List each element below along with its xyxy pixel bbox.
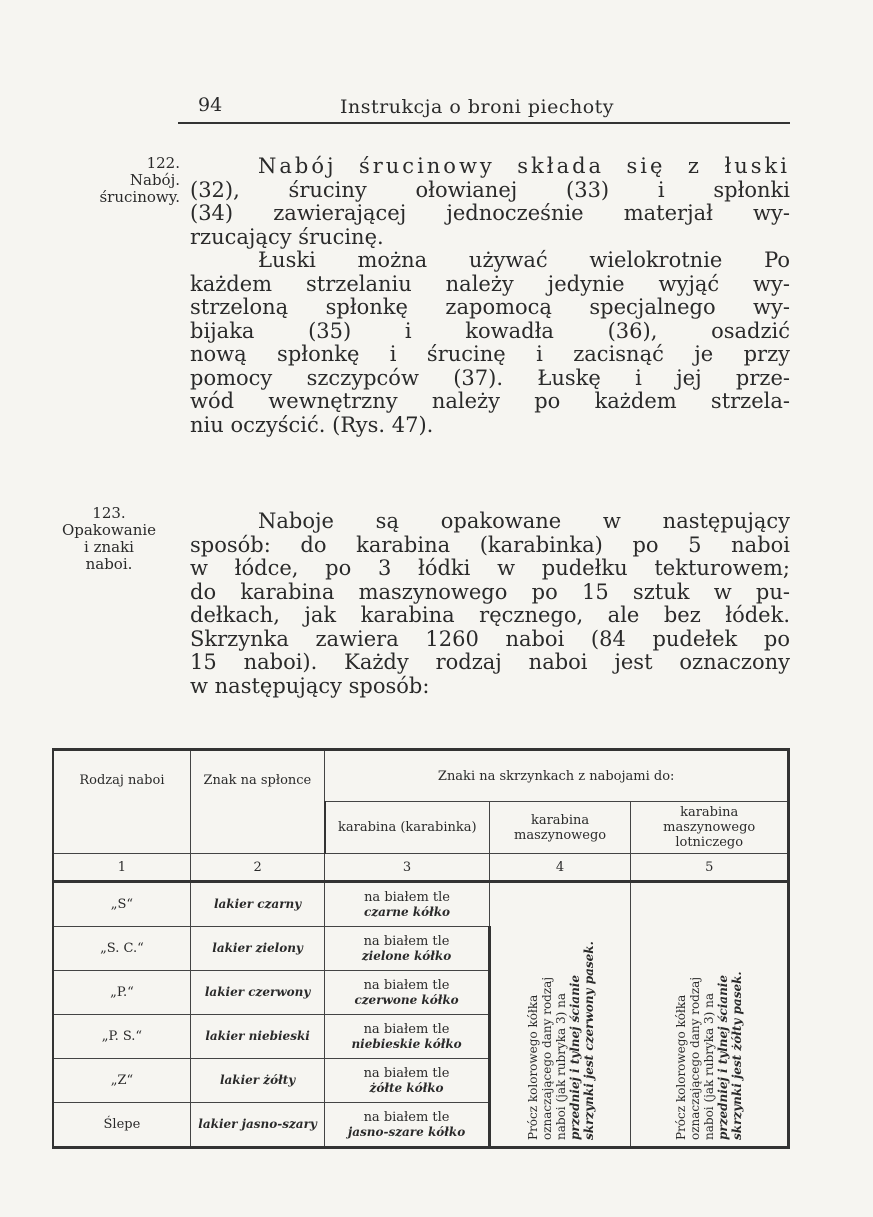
cell-col3 bbox=[325, 882, 489, 927]
margin-label: Nabój. bbox=[129, 171, 180, 189]
section-123-text bbox=[190, 510, 790, 698]
text-line: Nabój śrucinowy składa się z łuski bbox=[258, 154, 790, 178]
text-line: 15 naboi). Każdy rodzaj naboi jest oznaczony bbox=[190, 650, 790, 674]
cell-col3 bbox=[325, 971, 489, 1015]
header-znaki-group: Znaki na skrzynkach z nabojami do: bbox=[325, 750, 789, 802]
cell-text: na białem tle bbox=[363, 1109, 450, 1125]
text-line: Skrzynka zawiera 1260 naboi (84 pudełek po bbox=[190, 626, 790, 651]
cell-znak: lakier żółty bbox=[190, 1059, 325, 1103]
table-row bbox=[53, 882, 789, 927]
cell-col3 bbox=[325, 1059, 489, 1103]
cell-text: zielone kółko bbox=[361, 948, 452, 963]
note-line: przedniej i tylnej ścianie bbox=[716, 974, 731, 1140]
cell-text: na białem tle bbox=[363, 1021, 450, 1037]
text-line: rzucający śrucinę. bbox=[190, 224, 384, 249]
text-line: (32), śruciny ołowianej (33) i spłonki bbox=[190, 177, 790, 202]
note-line: oznaczającego dany rodzaj bbox=[688, 976, 703, 1140]
text-line: Łuski można używać wielokrotnie Po bbox=[258, 248, 790, 272]
margin-note-123 bbox=[50, 505, 168, 573]
text-line: do karabina maszynowego po 15 sztuk w pu- bbox=[190, 579, 790, 604]
ammunition-markings-table bbox=[52, 748, 790, 1149]
note-line: Prócz kolorowego kółka bbox=[525, 994, 540, 1140]
cell-text: na białem tle bbox=[363, 977, 450, 993]
cell-rodzaj: Ślepe bbox=[53, 1103, 190, 1148]
text-line: niu oczyścić. (Rys. 47). bbox=[190, 412, 434, 437]
text-line: każdem strzelaniu należy jedynie wyjąć wy- bbox=[190, 271, 790, 296]
cell-col5-note bbox=[631, 882, 789, 1148]
cell-text: czerwone kółko bbox=[354, 992, 459, 1007]
note-line: przedniej i tylnej ścianie bbox=[567, 974, 582, 1140]
cell-col3 bbox=[325, 1103, 489, 1148]
note-line: Prócz kolorowego kółka bbox=[674, 994, 689, 1140]
page-number: 94 bbox=[198, 94, 223, 116]
text-line: sposób: do karabina (karabinka) po 5 naboi bbox=[190, 532, 790, 557]
cell-text: jasno-szare kółko bbox=[347, 1124, 466, 1139]
col-number: 2 bbox=[190, 854, 325, 882]
cell-text: czarne kółko bbox=[364, 904, 451, 919]
text-line: (34) zawierającej jednocześnie materjał wy- bbox=[190, 201, 790, 225]
cell-rodzaj: „S. C.“ bbox=[53, 927, 190, 971]
cell-col3 bbox=[325, 1015, 489, 1059]
running-title: Instrukcja o broni piechoty bbox=[340, 96, 615, 118]
header-znak: Znak na spłonce bbox=[190, 750, 325, 854]
col-number: 4 bbox=[489, 854, 631, 882]
cell-znak: lakier jasno-szary bbox=[190, 1103, 325, 1148]
section-122-text bbox=[190, 155, 790, 437]
text-line: strzeloną spłonkę zapomocą specjalnego wy- bbox=[190, 295, 790, 319]
note-line: oznaczającego dany rodzaj bbox=[539, 976, 554, 1140]
cell-col3 bbox=[325, 927, 489, 971]
text-line: w łódce, po 3 łódki w pudełku tekturowem; bbox=[190, 556, 790, 580]
cell-text: na białem tle bbox=[363, 1065, 450, 1081]
text-line: nową spłonkę i śrucinę i zacisnąć je przy bbox=[190, 342, 790, 366]
section-number: 122. bbox=[146, 154, 180, 172]
cell-znak: lakier zielony bbox=[190, 927, 325, 971]
text-line: dełkach, jak karabina ręcznego, ale bez łódek. bbox=[190, 603, 790, 627]
cell-znak: lakier czerwony bbox=[190, 971, 325, 1015]
cell-text: żółte kółko bbox=[369, 1080, 444, 1095]
note-line: naboi (jak rubryka 3) na bbox=[553, 992, 568, 1140]
cell-col4-note bbox=[489, 882, 631, 1148]
margin-label: naboi. bbox=[85, 555, 133, 573]
section-number: 123. bbox=[92, 504, 126, 522]
text-line: Naboje są opakowane w następujący bbox=[258, 509, 790, 533]
cell-znak: lakier niebieski bbox=[190, 1015, 325, 1059]
cell-rodzaj: „Z“ bbox=[53, 1059, 190, 1103]
header-col3: karabina (karabinka) bbox=[325, 802, 489, 854]
cell-rodzaj: „P. S.“ bbox=[53, 1015, 190, 1059]
col-number: 5 bbox=[631, 854, 789, 882]
margin-label: Opakowanie bbox=[61, 521, 157, 539]
margin-label: śrucinowy. bbox=[99, 188, 180, 206]
cell-rodzaj: „S“ bbox=[53, 882, 190, 927]
cell-text: niebieskie kółko bbox=[351, 1036, 462, 1051]
cell-rodzaj: „P.“ bbox=[53, 971, 190, 1015]
header-col5: karabina maszynowego lotniczego bbox=[631, 802, 789, 854]
text-line: w następujący sposób: bbox=[190, 673, 430, 698]
cell-text: na białem tle bbox=[364, 889, 450, 905]
note-line: skrzynki jest czerwony pasek. bbox=[581, 940, 596, 1140]
header-rule bbox=[178, 122, 790, 124]
header-rodzaj: Rodzaj naboi bbox=[53, 750, 190, 854]
header-col4: karabina maszynowego bbox=[489, 802, 631, 854]
col-number: 3 bbox=[325, 854, 489, 882]
text-line: pomocy szczypców (37). Łuskę i jej prze- bbox=[190, 365, 790, 390]
text-line: wód wewnętrzny należy po każdem strzela- bbox=[190, 389, 790, 413]
col-number: 1 bbox=[53, 854, 190, 882]
cell-text: na białem tle bbox=[363, 933, 450, 949]
text-line: bijaka (35) i kowadła (36), osadzić bbox=[190, 318, 790, 343]
note-line: naboi (jak rubryka 3) na bbox=[702, 992, 717, 1140]
margin-label: i znaki bbox=[84, 538, 134, 556]
cell-znak: lakier czarny bbox=[190, 882, 325, 927]
margin-note-122 bbox=[50, 155, 180, 206]
note-line: skrzynki jest żółty pasek. bbox=[730, 970, 745, 1140]
